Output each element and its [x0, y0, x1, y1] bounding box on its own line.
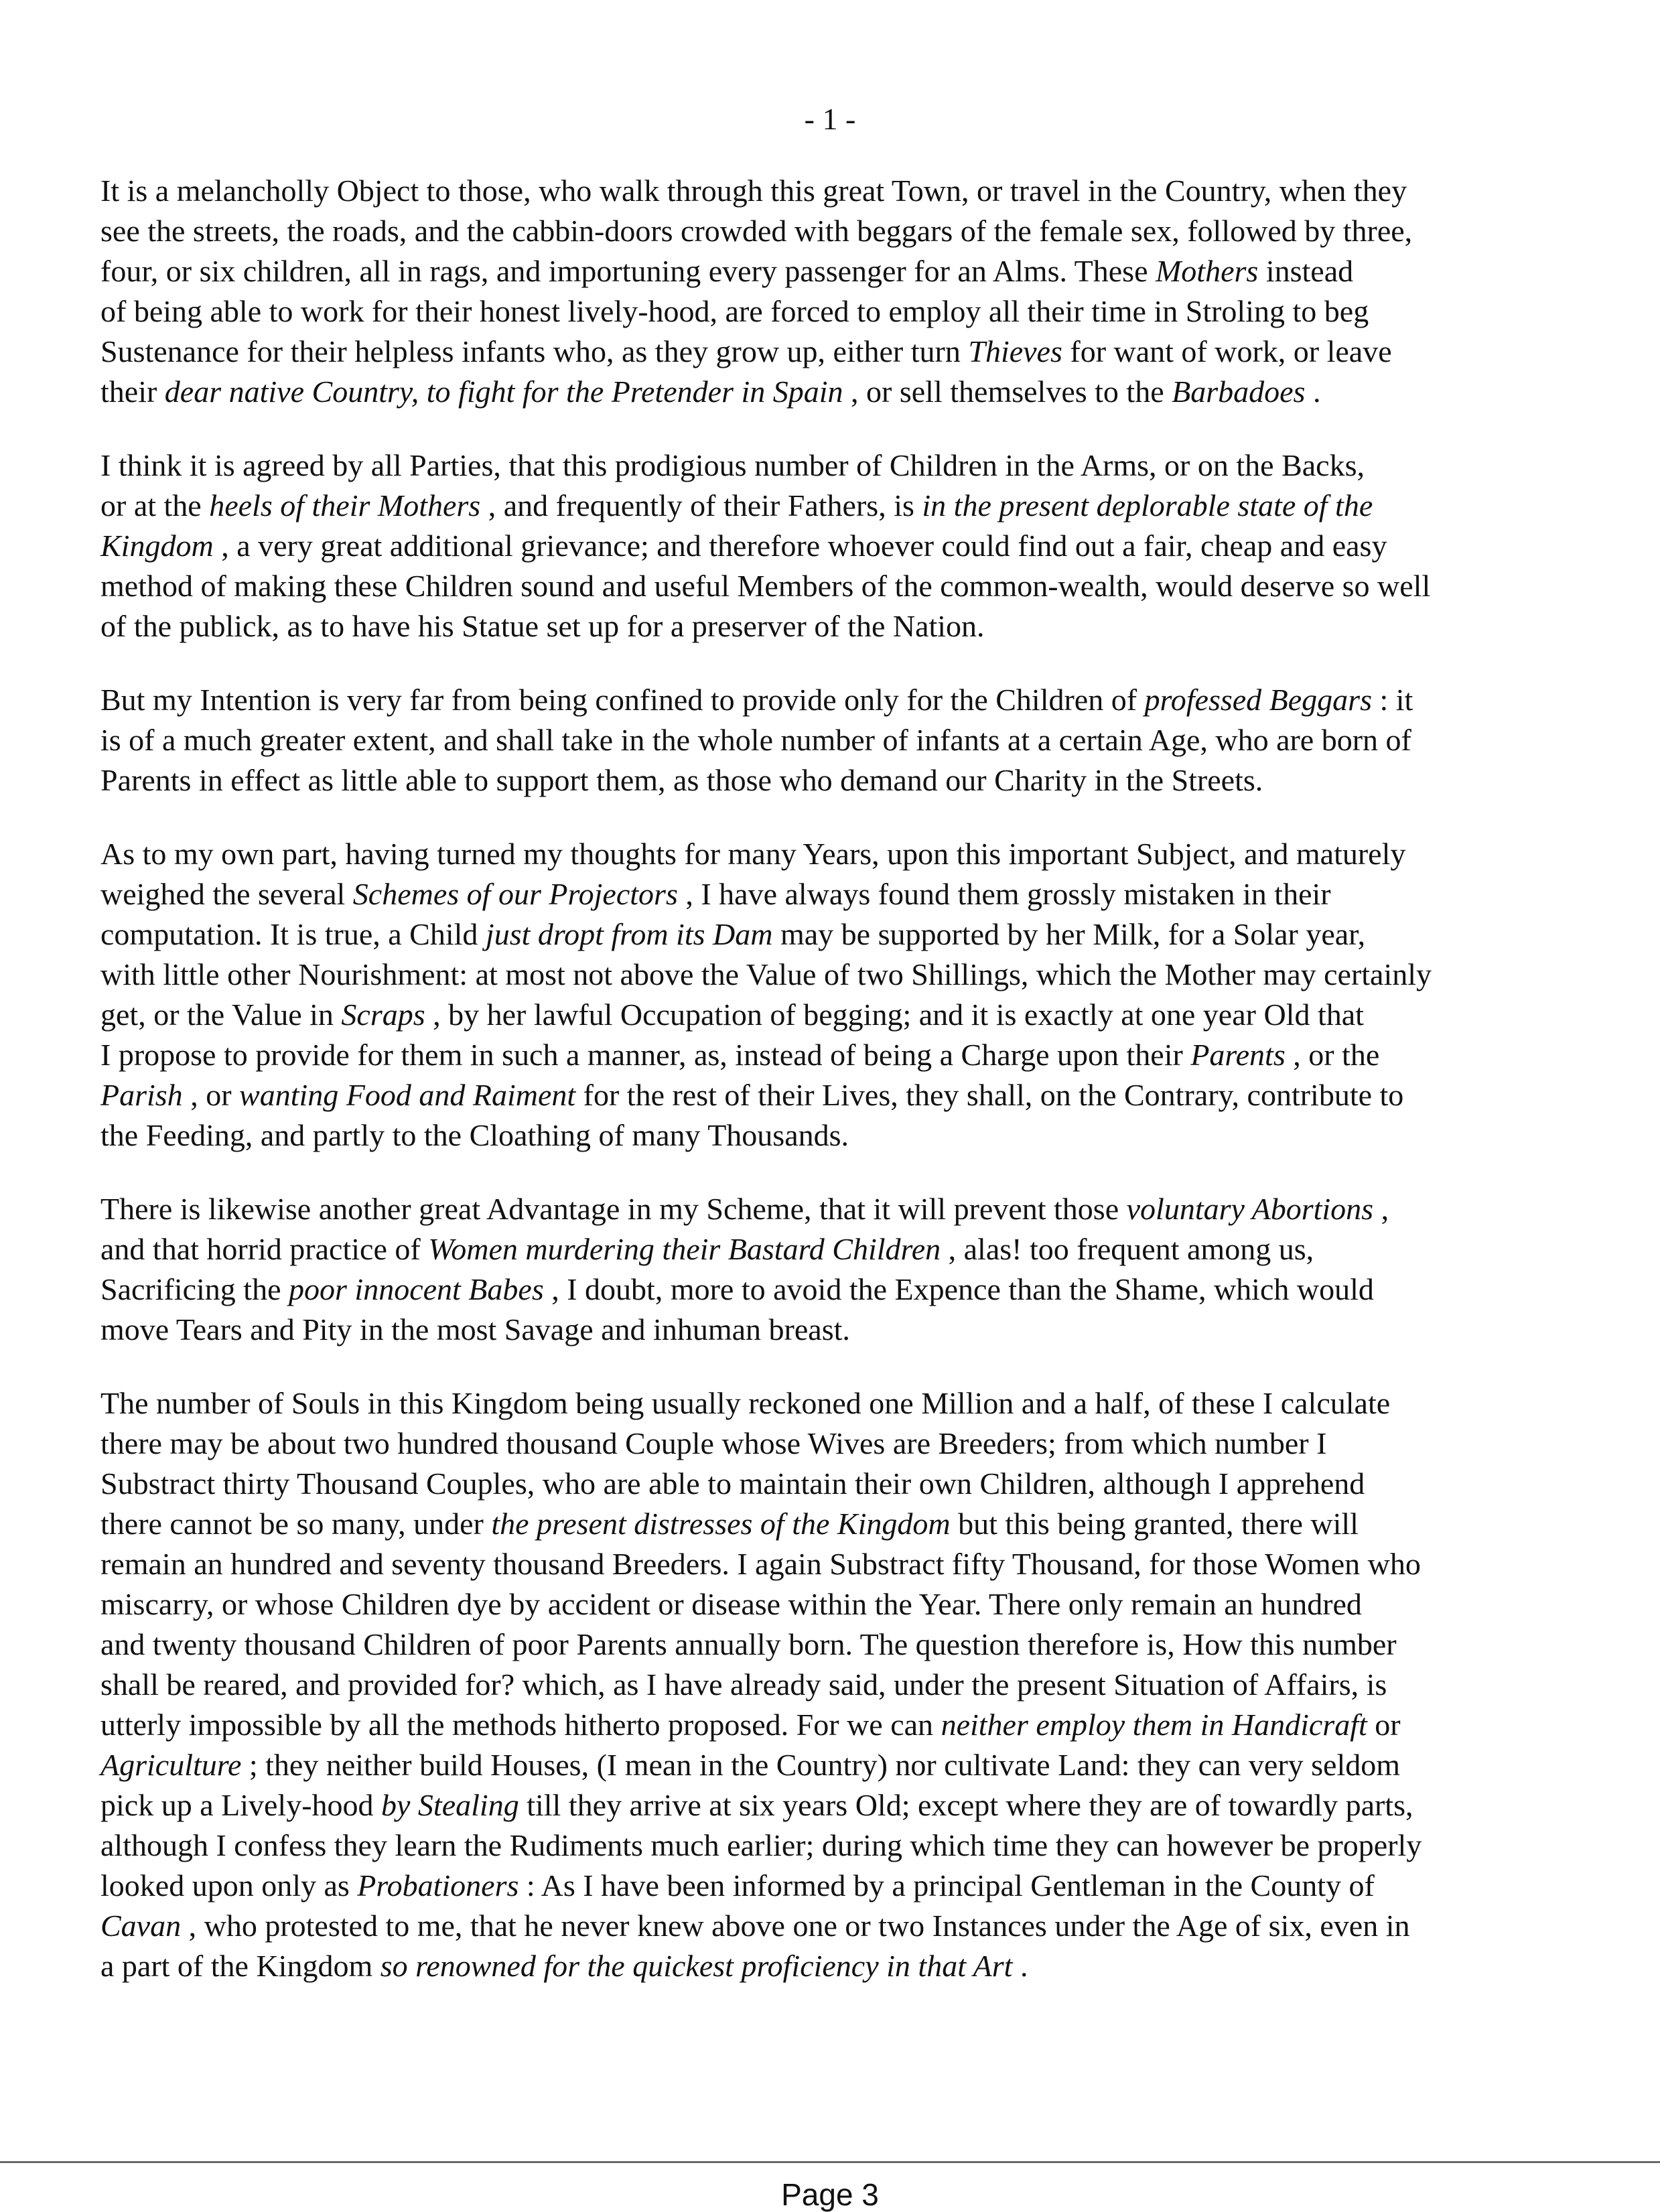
page-number: - 1 - — [804, 102, 856, 136]
text-run: but this being granted, there will remain an hundred and seventy thousand Breeders. I again Substract fifty Thousand, for those Women who miscarry, or whose Children dye by accident or disease within the Year. There only remain an hundred and twenty thousand Children of poor Parents annually born. The question therefore is, How this number shall be reared, and provided for? which, as I have already said, under the present Situation of Affairs, is utterly impossible by all the methods hitherto proposed. For we can — [100, 1507, 1421, 1742]
text-run: , and that horrid practice of — [100, 1192, 1389, 1266]
paragraph — [100, 1383, 1561, 1986]
text-run: may be supported by her Milk, for a Solar year, with little other Nourishment: at most not above the Value of two Shillings, which the Mother may certainly get, or the Value in — [100, 917, 1432, 1032]
text-run: As to my own part, having turned my thoughts for many Years, upon this important Subject, and maturely weighed the several — [100, 837, 1406, 911]
text-run: , and frequently of their Fathers, is — [480, 488, 922, 523]
text-run: : it is of a much greater extent, and shall take in the whole number of infants at a certain Age, who are born of Parents in effect as little able to support them, as those who demand our Charity in the Streets. — [100, 683, 1413, 797]
text-run: for the rest of their Lives, they shall, on the Contrary, contribute to the Feeding, and partly to the Cloathing of many Thousands. — [100, 1078, 1404, 1152]
italic-text: just dropt from its Dam — [485, 917, 773, 951]
text-run: But my Intention is very far from being confined to provide only for the Children of — [100, 683, 1145, 717]
text-run: , I doubt, more to avoid the Expence than the Shame, which would move Tears and Pity in the most Savage and inhuman breast. — [100, 1272, 1374, 1346]
text-run: till they arrive at six years Old; except where they are of towardly parts, although I confess they learn the Rudiments much earlier; during which time they can however be properly looked upon only as — [100, 1788, 1422, 1903]
italic-text: Parish — [100, 1078, 183, 1112]
italic-text: neither employ them in Handicraft — [941, 1708, 1367, 1742]
paragraph — [100, 680, 1561, 801]
text-run: ; they neither build Houses, (I mean in the Country) nor cultivate Land: they can very seldom pick up a Lively-hood — [100, 1748, 1401, 1822]
text-run: , or the — [1293, 1038, 1380, 1072]
document-body — [100, 171, 1561, 2020]
text-run: I think it is agreed by all Parties, that this prodigious number of Children in the Arms, or on the Backs, or at the — [100, 448, 1365, 523]
text-run: , or sell themselves to the — [843, 374, 1172, 409]
text-run: It is a melancholly Object to those, who walk through this great Town, or travel in the Country, when they see the streets, the roads, and the cabbin-doors crowded with beggars of the female sex, followed by three, four, or six children, all in rags, and importuning every passenger for an Alms. These — [100, 174, 1413, 288]
text-run: , a very great additional grievance; and therefore whoever could find out a fair, cheap and easy method of making these Children sound and useful Members of the common-wealth, would deserve so well of the publick, as to have his Statue set up for a preserver of the Nation. — [100, 529, 1431, 643]
text-run: , I have always found them grossly mistaken in their computation. It is true, a Child — [100, 877, 1331, 951]
italic-text: Mothers — [1155, 254, 1259, 288]
italic-text: Cavan — [100, 1909, 182, 1943]
italic-text: heels of their Mothers — [209, 488, 481, 523]
italic-text: Women murdering their Bastard Children — [428, 1232, 941, 1266]
text-run: : As I have been informed by a principal Gentleman in the County of — [526, 1868, 1375, 1903]
italic-text: wanting Food and Raiment — [239, 1078, 576, 1112]
text-run: instead of being able to work for their honest lively-hood, are forced to employ all their time in Stroling to beg Sustenance for their helpless infants who, as they grow up, either turn — [100, 254, 1369, 368]
text-run: , or — [182, 1078, 240, 1112]
italic-text: Barbadoes — [1172, 374, 1306, 409]
paragraph — [100, 171, 1561, 412]
paragraph — [100, 445, 1561, 646]
italic-text: in the present deplorable state of the Kingdom — [100, 488, 1373, 563]
italic-text: professed Beggars — [1144, 683, 1372, 717]
text-run: , by her lawful Occupation of begging; and it is exactly at one year Old that I propose to provide for them in such a manner, as, instead of being a Charge upon their — [100, 997, 1364, 1072]
italic-text: dear native Country, to fight for the Pretender in Spain — [164, 374, 843, 409]
paragraph — [100, 834, 1561, 1156]
italic-text: voluntary Abortions — [1126, 1192, 1374, 1226]
paragraph — [100, 1189, 1561, 1350]
italic-text: Parents — [1190, 1038, 1286, 1072]
italic-text: so renowned for the quickest proficiency in that Art — [380, 1949, 1013, 1983]
italic-text: Scraps — [341, 997, 425, 1032]
text-run: . — [1012, 1949, 1028, 1983]
text-run: , alas! too frequent among us, Sacrificing the — [100, 1232, 1314, 1306]
italic-text: poor innocent Babes — [289, 1272, 544, 1306]
text-run: or — [1375, 1708, 1401, 1742]
footer-page-label: Page 3 — [781, 2177, 879, 2212]
footer-divider — [0, 2161, 1660, 2163]
text-run: The number of Souls in this Kingdom being usually reckoned one Million and a half, of these I calculate there may be about two hundred thousand Couple whose Wives are Breeders; from which number I Substract thirty Thousand Couples, who are able to maintain their own Children, although I apprehend there cannot be so many, under — [100, 1386, 1391, 1541]
text-run: for want of work, or leave their — [100, 334, 1392, 409]
italic-text: Thieves — [968, 334, 1062, 368]
italic-text: Agriculture — [100, 1748, 242, 1782]
italic-text: Schemes of our Projectors — [352, 877, 678, 911]
italic-text: the present distresses of the Kingdom — [491, 1507, 951, 1541]
italic-text: by Stealing — [381, 1788, 519, 1822]
italic-text: Probationers — [357, 1868, 519, 1903]
text-run: , who protested to me, that he never knew above one or two Instances under the Age of six, even in a part of the Kingdom — [100, 1909, 1410, 1983]
text-run: . — [1305, 374, 1321, 409]
text-run: There is likewise another great Advantage in my Scheme, that it will prevent those — [100, 1192, 1127, 1226]
